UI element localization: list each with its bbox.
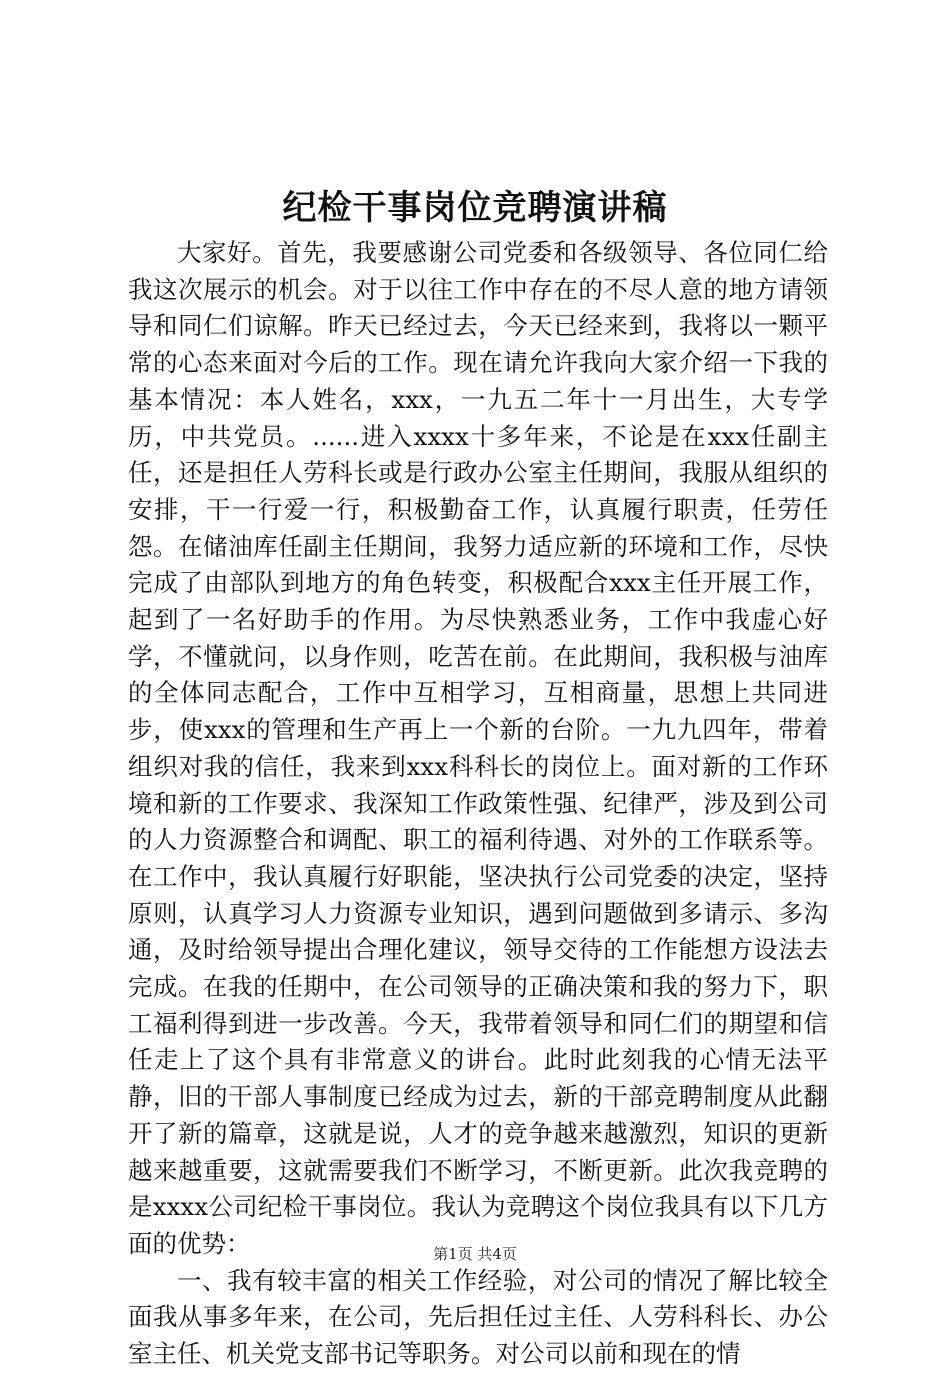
document-title: 纪检干事岗位竞聘演讲稿 [282, 188, 668, 228]
paragraph-intro: 大家好。首先，我要感谢公司党委和各级领导、各位同仁给我这次展示的机会。对于以往工作中存在的不尽人意的地方请领导和同仁们谅解。昨天已经过去，今天已经来到，我将以一颗平常的心态来面对今后的工作。现在请允许我向大家介绍一下我的基本情况：本人姓名，xxx，一九五二年十一月出生，大专学历，中共党员。......进入xxxx十多年来，不论是在xxx任副主任，还是担任人劳科长或是行政办公室主任期间，我服从组织的安排，干一行爱一行，积极勤奋工作，认真履行职责，任劳任怨。在储油库任副主任期间，我努力适应新的环境和工作，尽快完成了由部队到地方的角色转变，积极配合xxx主任开展工作，起到了一名好助手的作用。为尽快熟悉业务，工作中我虚心好学，不懂就问，以身作则，吃苦在前。在此期间，我积极与油库的全体同志配合，工作中互相学习，互相商量，思想上共同进步，使xxx的管理和生产再上一个新的台阶。一九九四年，带着组织对我的信任，我来到xxx科科长的岗位上。面对新的工作环境和新的工作要求、我深知工作政策性强、纪律严，涉及到公司的人力资源整合和调配、职工的福利待遇、对外的工作联系等。在工作中，我认真履行好职能，坚决执行公司党委的决定，坚持原则，认真学习人力资源专业知识，遇到问题做到多请示、多沟通，及时给领导提出合理化建议，领导交待的工作能想方设法去完成。在我的任期中，在公司领导的正确决策和我的努力下，职工福利得到进一步改善。今天，我带着领导和同仁们的期望和信任走上了这个具有非常意义的讲台。此时此刻我的心情无法平静，旧的干部人事制度已经成为过去，新的干部竞聘制度从此翻开了新的篇章，这就是说，人才的竞争越来越激烈，知识的更新越来越重要，这就需要我们不断学习，不断更新。此次我竞聘的是xxxx公司纪检干事岗位。我认为竞聘这个岗位我具有以下几方面的优势： [128, 238, 828, 1258]
page-number-footer: 第1页 共4页 [433, 1245, 517, 1263]
document-body [128, 235, 828, 1373]
paragraph-advantage-1: 一、我有较丰富的相关工作经验，对公司的情况了解比较全面我从事多年来，在公司，先后担任过主任、人劳科科长、办公室主任、机关党支部书记等职务。对公司以前和现在的情 [128, 1265, 828, 1369]
